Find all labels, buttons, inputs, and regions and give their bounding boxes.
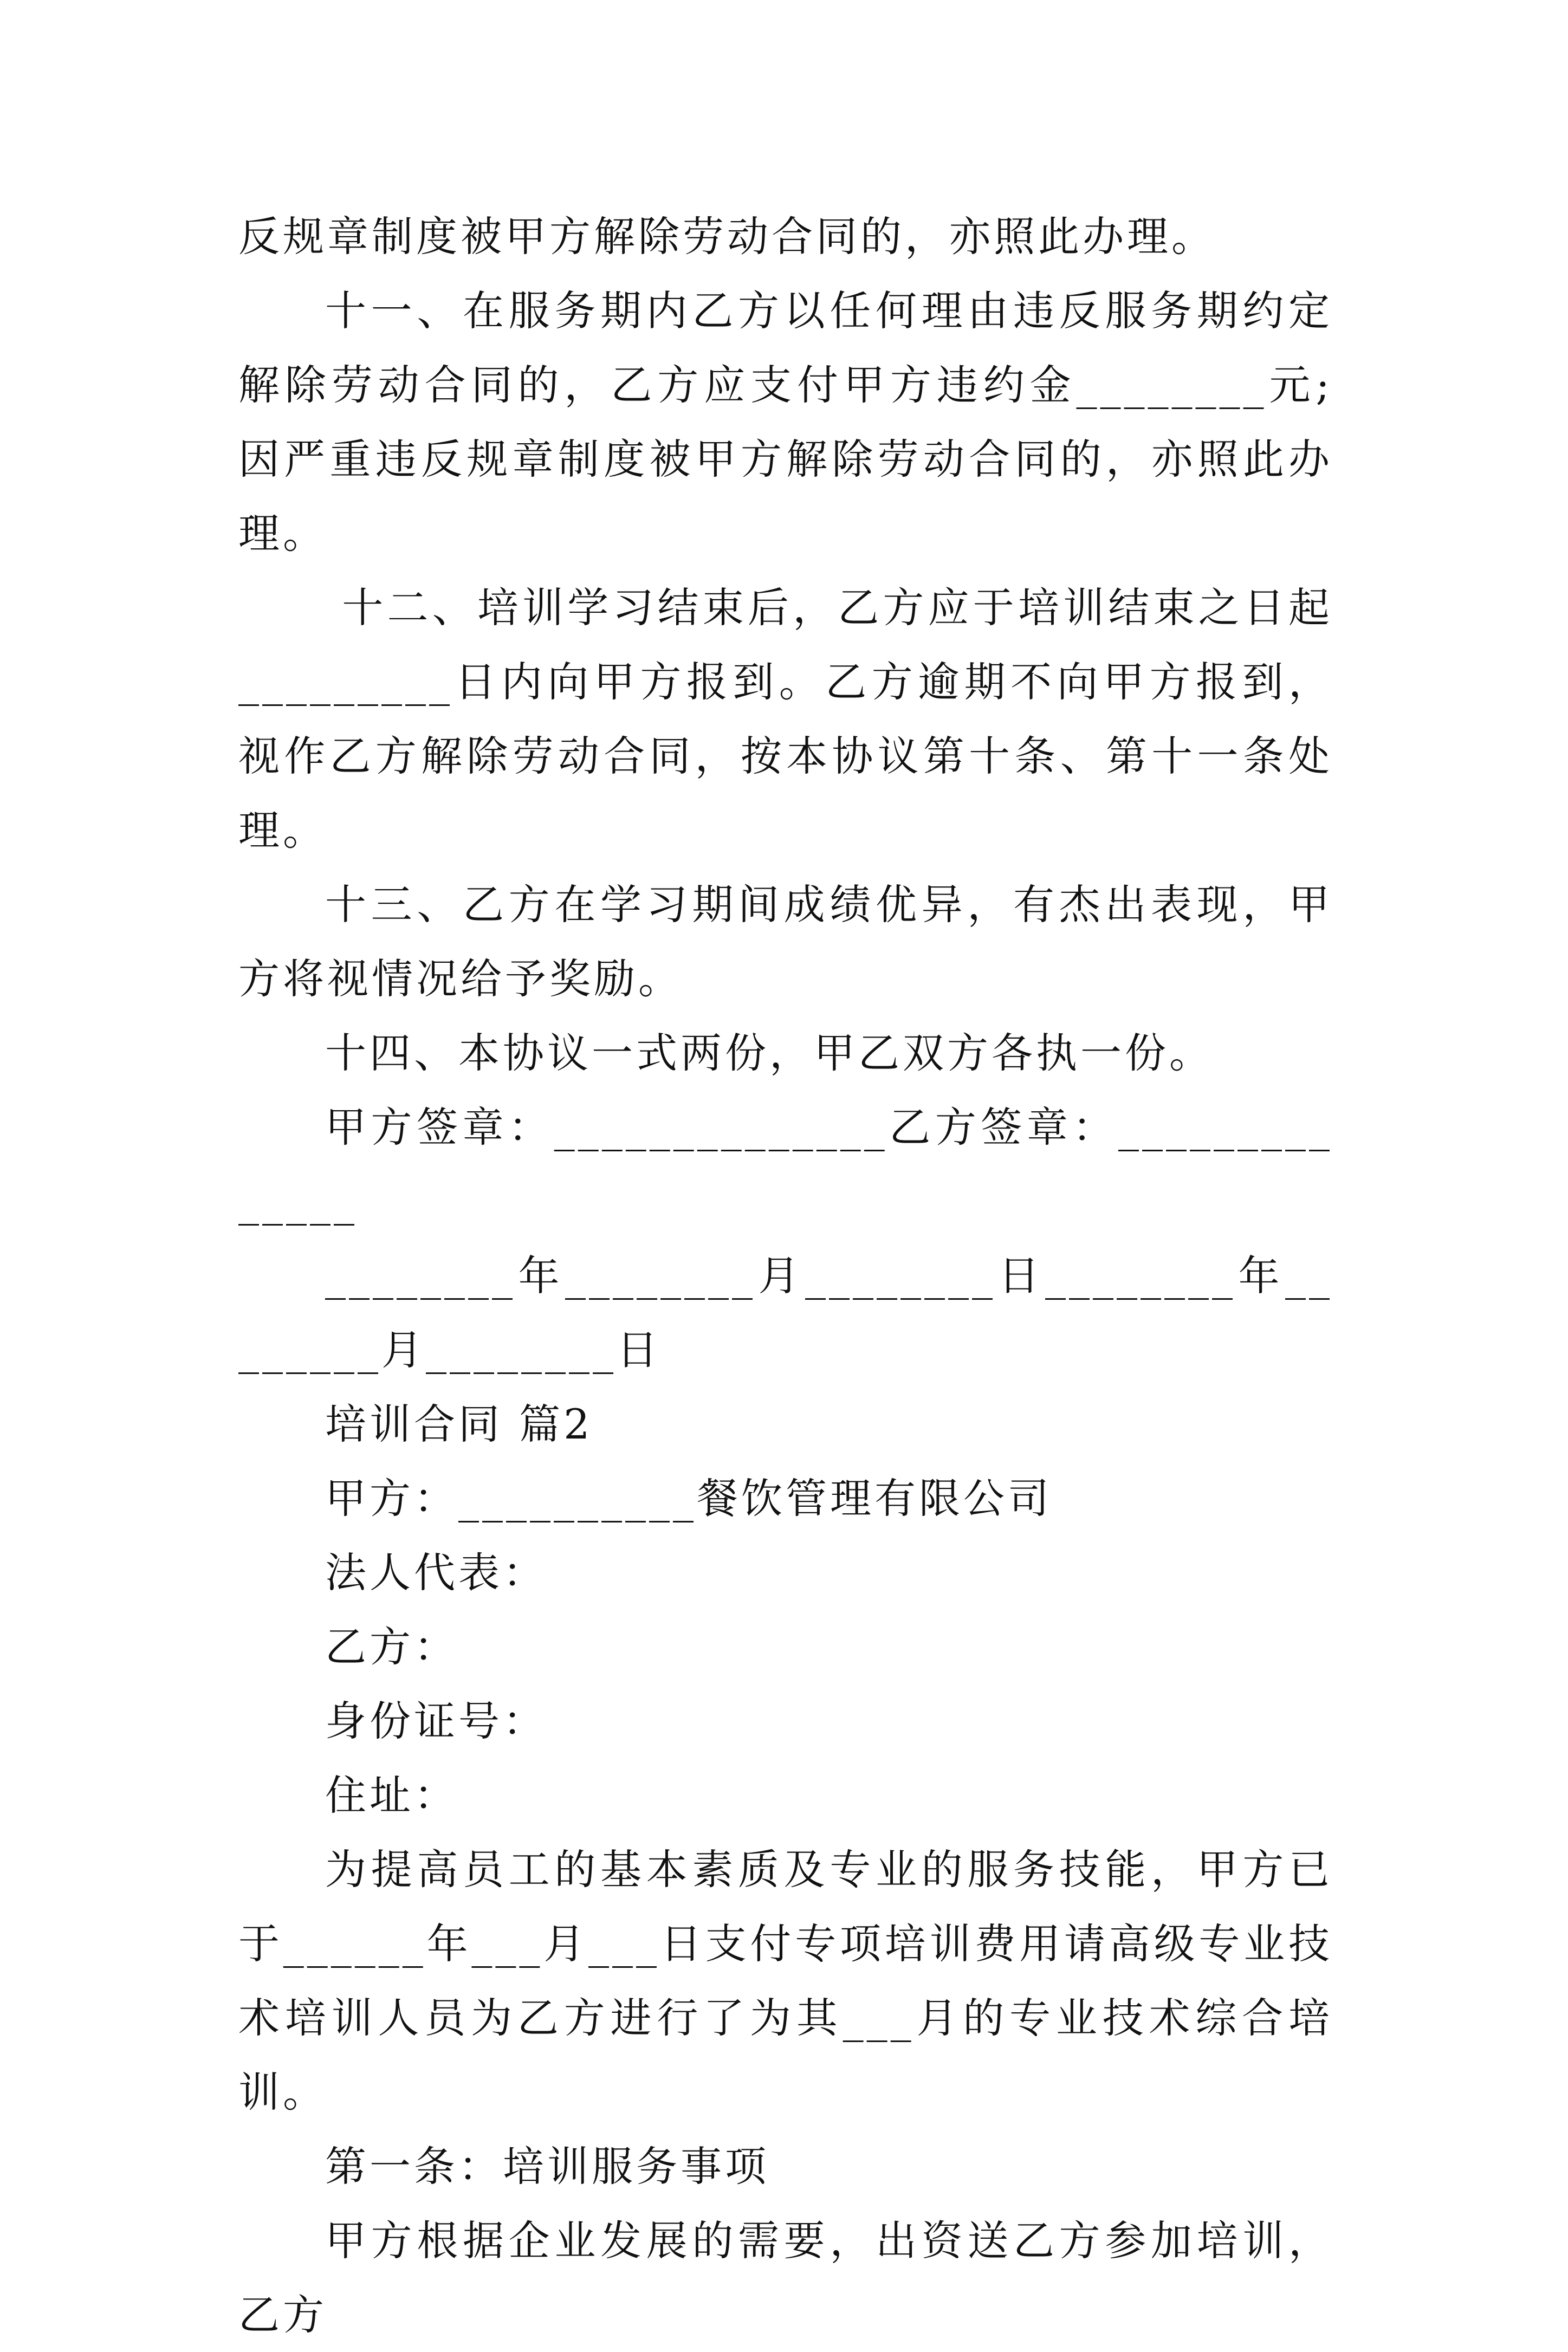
paragraph-clause-11: 十一、在服务期内乙方以任何理由违反服务期约定解除劳动合同的，乙方应支付甲方违约金________元;因严重违反规章制度被甲方解除劳动合同的，亦照此办理。 [238, 287, 1333, 558]
paragraph-clause-14: 十四、本协议一式两份，甲乙双方各执一份。 [325, 1029, 1214, 1077]
paragraph-1: 反规章制度被甲方解除劳动合同的，亦照此办理。 [238, 212, 1216, 261]
party-a-line: 甲方：__________餐饮管理有限公司 [325, 1474, 1052, 1522]
date-line: ________年________月________日________年________月________日 [238, 1252, 1333, 1374]
paragraph-clause-13: 十三、乙方在学习期间成绩优异，有杰出表现，甲方将视情况给予奖励。 [238, 880, 1333, 1003]
article-1-body: 甲方根据企业发展的需要，出资送乙方参加培训，乙方 [238, 2217, 1333, 2339]
party-b-line: 乙方： [325, 1623, 458, 1671]
section-title: 培训合同 篇2 [325, 1400, 593, 1448]
article-1-heading: 第一条：培训服务事项 [325, 2142, 769, 2191]
address-line: 住址： [325, 1771, 458, 1819]
paragraph-clause-12: 十二、培训学习结束后，乙方应于培训结束之日起_________日内向甲方报到。乙方逾期不向甲方报到，视作乙方解除劳动合同，按本协议第十条、第十一条处理。 [238, 584, 1333, 854]
paragraph-preamble: 为提高员工的基本素质及专业的服务技能，甲方已于______年___月___日支付专项培训费用请高级专业技术培训人员为乙方进行了为其___月的专业技术综合培训。 [238, 1845, 1333, 2116]
document-body [238, 199, 1333, 2352]
legal-representative-line: 法人代表： [325, 1548, 547, 1597]
signature-line: 甲方签章：______________乙方签章：______________ [238, 1103, 1333, 1226]
id-number-line: 身份证号： [325, 1697, 547, 1745]
